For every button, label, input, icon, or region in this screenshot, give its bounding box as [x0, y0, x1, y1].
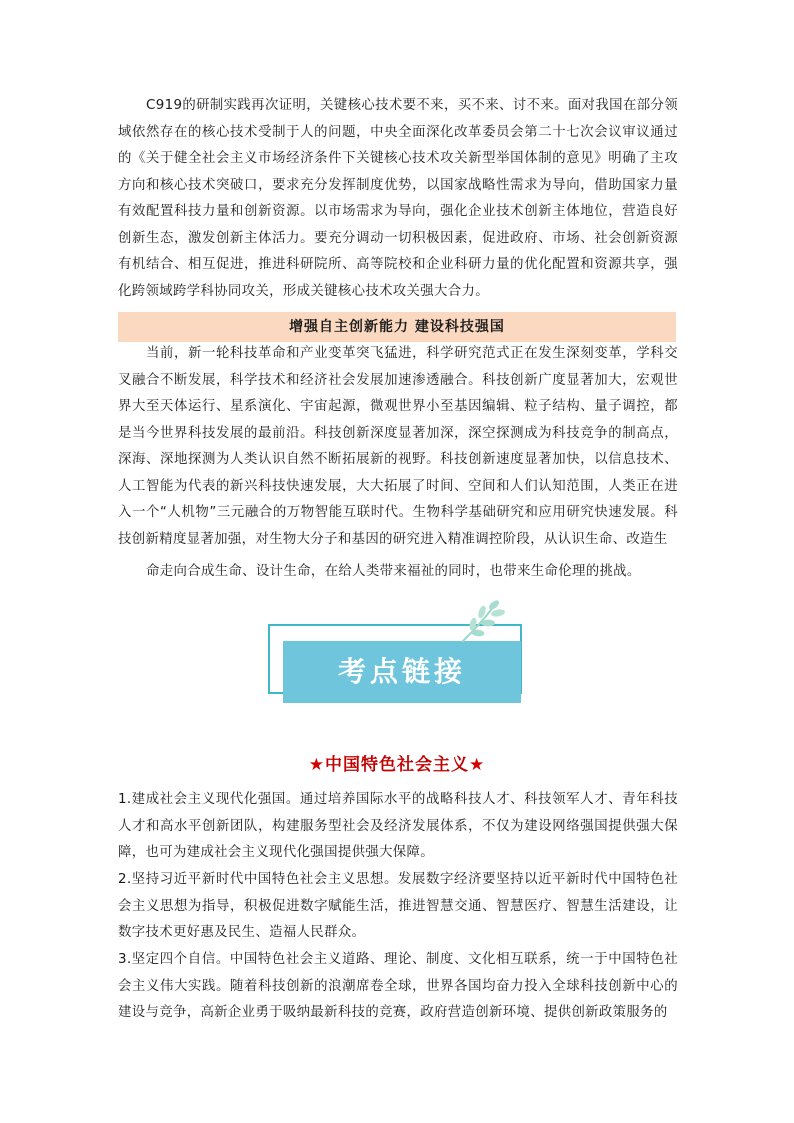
paragraph-c919: C919的研制实践再次证明，关键核心技术要不来，买不来、讨不来。面对我国在部分领域依然存在的核心技术受制于人的问题，中央全面深化改革委员会第二十七次会议审议通过的《关于健全社会主义市场经济条件下关键核心技术攻关新型举国体制的意见》明确了主攻方向和核心技术突破口，要求充分发挥制度优势，以国家战略性需求为导向，借助国家力量有效配置科技力量和创新资源。以市场需求为导向，强化企业技术创新主体地位，营造良好创新生态，激发创新主体活力。要充分调动一切积极因素，促进政府、市场、社会创新资源有机结合、相互促进，推进科研院所、高等院校和企业科研力量的优化配置和资源共享，强化跨领域跨学科协同攻关，形成关键核心技术攻关强大合力。 [118, 98, 678, 299]
star-icon: ★ [308, 755, 325, 775]
leaf-branch-icon [454, 596, 514, 644]
list-item: 3.坚定四个自信。中国特色社会主义道路、理论、制度、文化相互联系，统一于中国特色社会主义伟大实践。随着科技创新的浪潮席卷全球，世界各国均奋力投入全球科技创新中心的建设与竞争，高新企业勇于吸纳最新科技的竞赛，政府营造创新环境、提供创新政策服务的 [118, 952, 678, 1020]
list-item: 1.建成社会主义现代化强国。通过培养国际水平的战略科技人才、科技领军人才、青年科技人才和高水平创新团队，构建服务型社会及经济发展体系，不仅为建设网络强国提供强大保障，也可为建成社会主义现代化强国提供强大保障。 [118, 792, 678, 860]
list-item: 2.坚持习近平新时代中国特色社会主义思想。发展数字经济要坚持以近平新时代中国特色社会主义思想为指导，积极促进数字赋能生活，推进智慧交通、智慧医疗、智慧生活建设，让数字技术更好惠及民生、造福人民群众。 [118, 872, 678, 940]
section-title-band [118, 312, 676, 342]
section-heading [118, 750, 676, 780]
paragraph-tech-revolution: 当前，新一轮科技革命和产业变革突飞猛进，科学研究范式正在发生深刻变革，学科交叉融合不断发展，科学技术和经济社会发展加速渗透融合。科技创新广度显著加大，宏观世界大至天体运行、星系演化、宇宙起源，微观世界小至基因编辑、粒子结构、量子调控，都是当今世界科技发展的最前沿。科技创新深度显著加深，深空探测成为科技竞争的制高点，深海、深地探测为人类认识自然不断拓展新的视野。科技创新速度显著加快，以信息技术、人工智能为代表的新兴科技快速发展，大大拓展了时间、空间和人们认知范围，人类正在进入一个“人机物”三元融合的万物智能互联时代。生物科学基础研究和应用研究快速发展。科技创新精度显著加强，对生物大分子和基因的研究进入精准调控阶段，从认识生命、改造生 [118, 346, 678, 547]
section-heading-text: 中国特色社会主义 [325, 755, 469, 775]
star-icon: ★ [469, 755, 486, 775]
exam-link-badge [258, 596, 528, 712]
paragraph-tech-revolution-end: 命走向合成生命、设计生命，在给人类带来福祉的同时，也带来生命伦理的挑战。 [146, 564, 641, 579]
badge-text: 考点链接 [337, 655, 466, 688]
section-title: 增强自主创新能力 建设科技强国 [289, 319, 505, 335]
